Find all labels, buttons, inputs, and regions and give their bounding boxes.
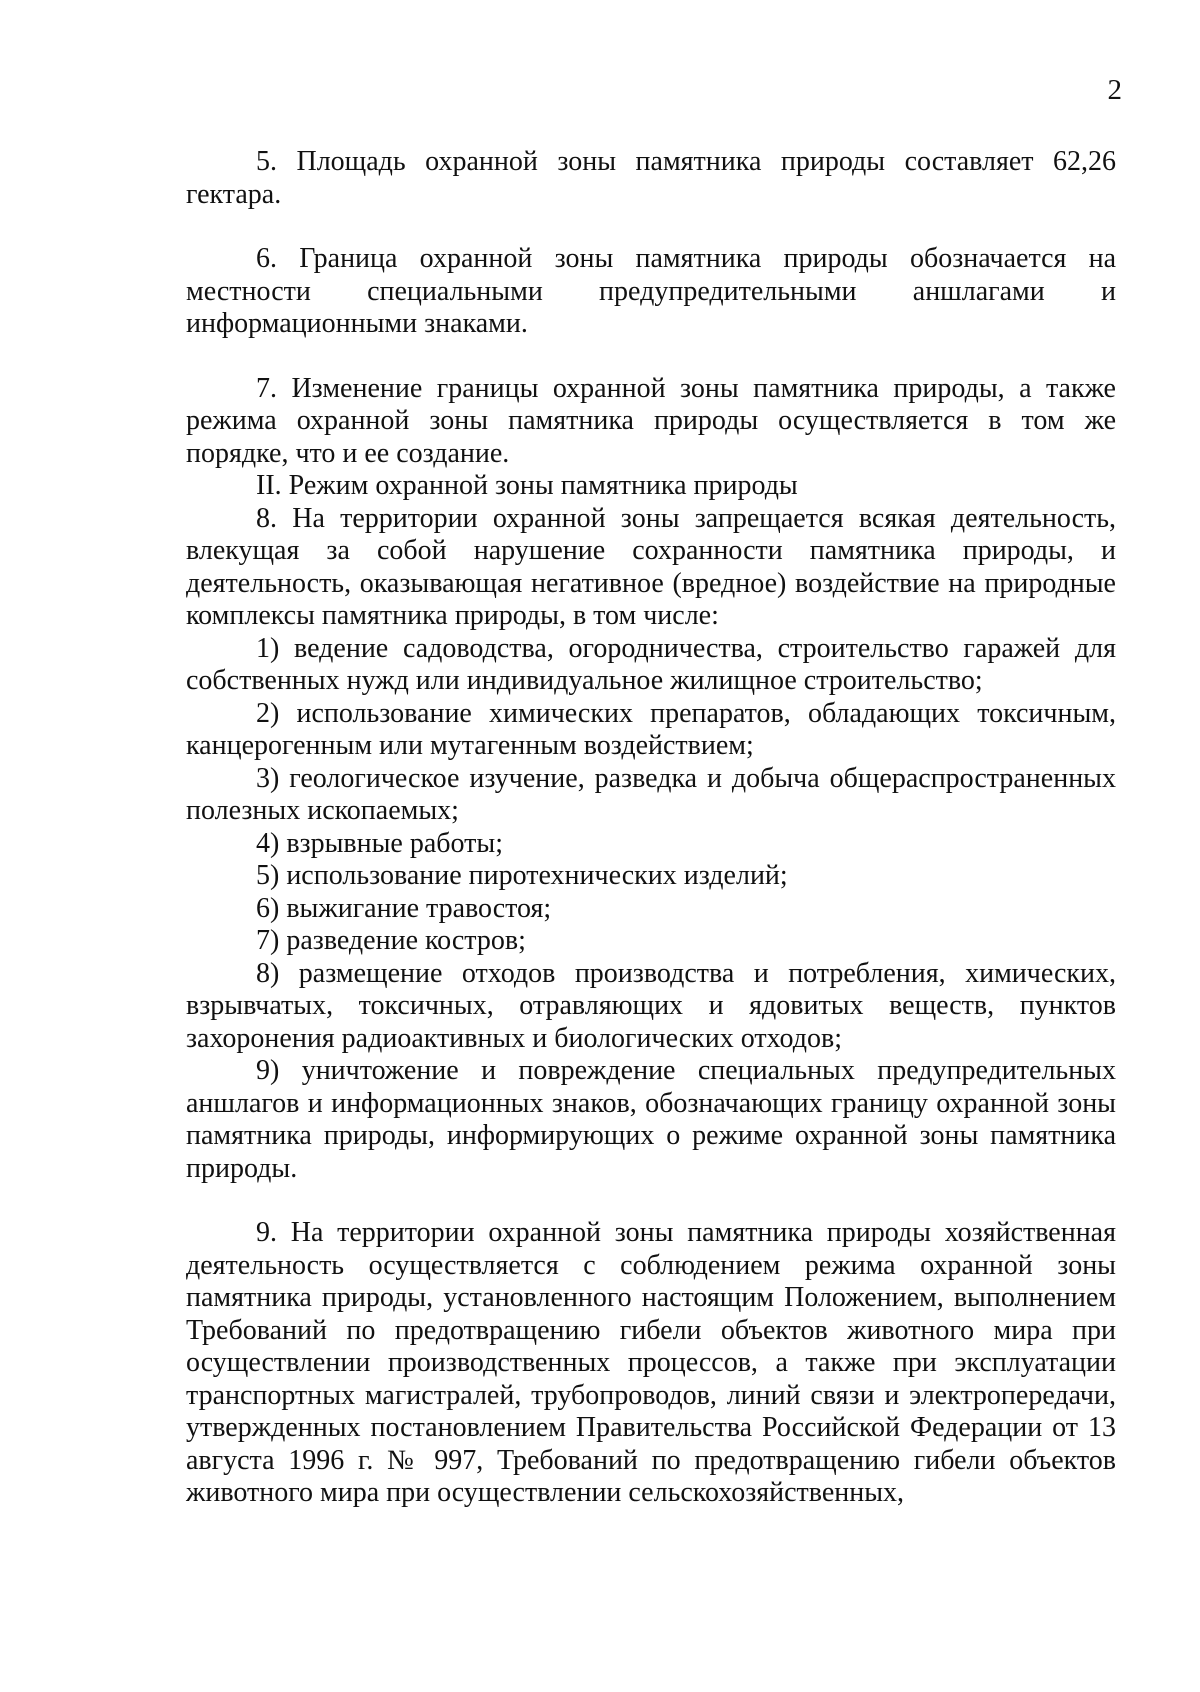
list-item-2: 2) использование химических препаратов, обладающих токсичным, канцерогенным или мутагенным воздействием; xyxy=(186,697,1116,761)
paragraph-7: 7. Изменение границы охранной зоны памятника природы, а также режима охранной зоны памятника природы осуществляется в том же порядке, что и ее создание. xyxy=(186,372,1116,469)
paragraph-9: 9. На территории охранной зоны памятника природы хозяйственная деятельность осуществляется с соблюдением режима охранной зоны памятника природы, установленного настоящим Положением, выполнением Требований по предотвращению гибели объектов животного мира при осуществлении производственных процессов, а также при эксплуатации транспортных магистралей, трубопроводов, линий связи и электропередачи, утвержденных постановлением Правительства Российской Федерации от 13 августа 1996 г. № 997, Требований по предотвращению гибели объектов животного мира при осуществлении сельскохозяйственных, xyxy=(186,1217,1116,1508)
list-item-1: 1) ведение садоводства, огородничества, строительство гаражей для собственных нужд или индивидуальное жилищное строительство; xyxy=(186,632,1116,696)
paragraph-8-intro: 8. На территории охранной зоны запрещается всякая деятельность, влекущая за собой нарушение сохранности памятника природы, и деятельность, оказывающая негативное (вредное) воздействие на природные комплексы памятника природы, в том числе: xyxy=(186,502,1116,631)
document-body xyxy=(186,146,1116,1510)
paragraph-5: 5. Площадь охранной зоны памятника природы составляет 62,26 гектара. xyxy=(186,146,1116,210)
list-item-5: 5) использование пиротехнических изделий; xyxy=(256,860,788,891)
section-heading: II. Режим охранной зоны памятника природы xyxy=(256,470,798,501)
list-item-9: 9) уничтожение и повреждение специальных предупредительных аншлагов и информационных знаков, обозначающих границу охранной зоны памятника природы, информирующих о режиме охранной зоны памятника природы. xyxy=(186,1055,1116,1184)
list-item-4: 4) взрывные работы; xyxy=(256,827,503,859)
list-item-3: 3) геологическое изучение, разведка и добыча общераспространенных полезных ископаемых; xyxy=(186,762,1116,826)
page-number: 2 xyxy=(1107,74,1122,106)
list-item-8: 8) размещение отходов производства и потребления, химических, взрывчатых, токсичных, отравляющих и ядовитых веществ, пунктов захоронения радиоактивных и биологических отходов; xyxy=(186,957,1116,1054)
list-item-7: 7) разведение костров; xyxy=(256,925,526,956)
paragraph-6: 6. Граница охранной зоны памятника природы обозначается на местности специальными предупредительными аншлагами и информационными знаками. xyxy=(186,243,1116,339)
list-item-6: 6) выжигание травостоя; xyxy=(256,892,552,924)
